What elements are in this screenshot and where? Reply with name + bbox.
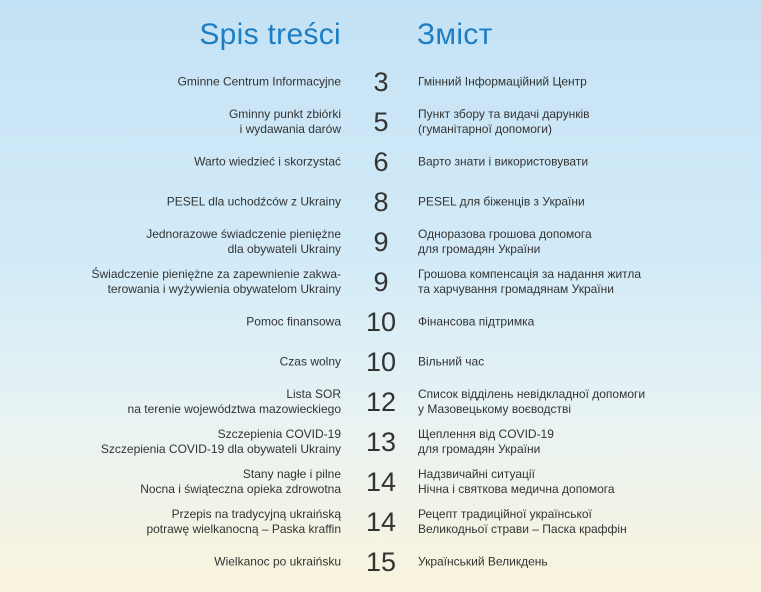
- toc-row[interactable]: [0, 382, 761, 422]
- toc-title-ukrainian: Список відділень невідкладної допомоги у Мазовецькому воєводстві: [418, 387, 646, 416]
- table-of-contents: [0, 62, 761, 582]
- heading-polish: Spis treści: [199, 18, 341, 51]
- toc-row[interactable]: [0, 422, 761, 462]
- toc-row[interactable]: [0, 62, 761, 102]
- toc-title-ukrainian: PESEL для біженців з України: [418, 194, 585, 209]
- toc-row[interactable]: [0, 222, 761, 262]
- toc-title-ukrainian: Пункт збору та видачі дарунків (гуманітарної допомоги): [418, 107, 590, 136]
- heading-ukrainian: Зміст: [417, 18, 493, 51]
- toc-title-polish: Wielkanoc po ukraińsku: [214, 554, 341, 569]
- toc-title-ukrainian: Рецепт традиційної української Великодньої страви – Паска краффін: [418, 507, 627, 536]
- toc-title-ukrainian: Грошова компенсація за надання житла та харчування громадянам України: [418, 267, 642, 296]
- toc-title-ukrainian: Щеплення від COVID-19 для громадян України: [418, 427, 554, 456]
- toc-row[interactable]: [0, 342, 761, 382]
- toc-title-polish: Czas wolny: [279, 354, 341, 369]
- toc-row[interactable]: [0, 462, 761, 502]
- toc-title-polish: Gminne Centrum Informacyjne: [177, 74, 341, 89]
- toc-title-polish: Gminny punkt zbiórki i wydawania darów: [228, 107, 341, 136]
- toc-title-ukrainian: Вільний час: [418, 354, 485, 369]
- toc-title-polish: PESEL dla uchodźców z Ukrainy: [166, 194, 341, 209]
- toc-page-number: 6: [373, 147, 389, 177]
- toc-title-ukrainian: Надзвичайні ситуації Нічна і святкова медична допомога: [418, 467, 615, 496]
- toc-title-ukrainian: Одноразова грошова допомога для громадян України: [418, 227, 592, 256]
- toc-title-polish: Lista SOR na terenie województwa mazowieckiego: [127, 387, 341, 416]
- toc-page-number: 10: [365, 307, 397, 337]
- toc-page-number: 5: [373, 107, 389, 137]
- toc-page-number: 13: [365, 427, 397, 457]
- toc-row[interactable]: [0, 502, 761, 542]
- toc-page-number: 14: [365, 467, 397, 497]
- toc-page-number: 15: [365, 547, 397, 577]
- toc-page-number: 9: [373, 267, 389, 297]
- toc-page-number: 3: [373, 67, 389, 97]
- toc-page-number: 12: [365, 387, 397, 417]
- toc-page-number: 8: [373, 187, 389, 217]
- toc-row[interactable]: [0, 182, 761, 222]
- toc-page-number: 14: [365, 507, 397, 537]
- toc-title-ukrainian: Гмінний Інформаційний Центр: [418, 74, 587, 89]
- toc-title-ukrainian: Варто знати і використовувати: [418, 154, 589, 169]
- toc-title-polish: Warto wiedzieć i skorzystać: [194, 154, 341, 169]
- toc-row[interactable]: [0, 542, 761, 582]
- toc-title-polish: Stany nagłe i pilne Nocna i świąteczna opieka zdrowotna: [140, 467, 341, 496]
- toc-title-polish: Świadczenie pieniężne za zapewnienie zakwa- terowania i wyżywienia obywatelom Ukrainy: [91, 267, 341, 296]
- toc-row[interactable]: [0, 302, 761, 342]
- toc-title-polish: Pomoc finansowa: [246, 314, 341, 329]
- toc-page-number: 10: [365, 347, 397, 377]
- toc-title-ukrainian: Фінансова підтримка: [418, 314, 535, 329]
- toc-row[interactable]: [0, 102, 761, 142]
- toc-row[interactable]: [0, 142, 761, 182]
- toc-title-polish: Przepis na tradycyjną ukraińską potrawę wielkanocną – Paska kraffin: [146, 507, 341, 536]
- toc-row[interactable]: [0, 262, 761, 302]
- toc-title-ukrainian: Український Великдень: [418, 554, 548, 569]
- toc-title-polish: Jednorazowe świadczenie pieniężne dla obywateli Ukrainy: [146, 227, 341, 256]
- toc-title-polish: Szczepienia COVID-19 Szczepienia COVID-19 dla obywateli Ukrainy: [100, 427, 341, 456]
- toc-page-number: 9: [373, 227, 389, 257]
